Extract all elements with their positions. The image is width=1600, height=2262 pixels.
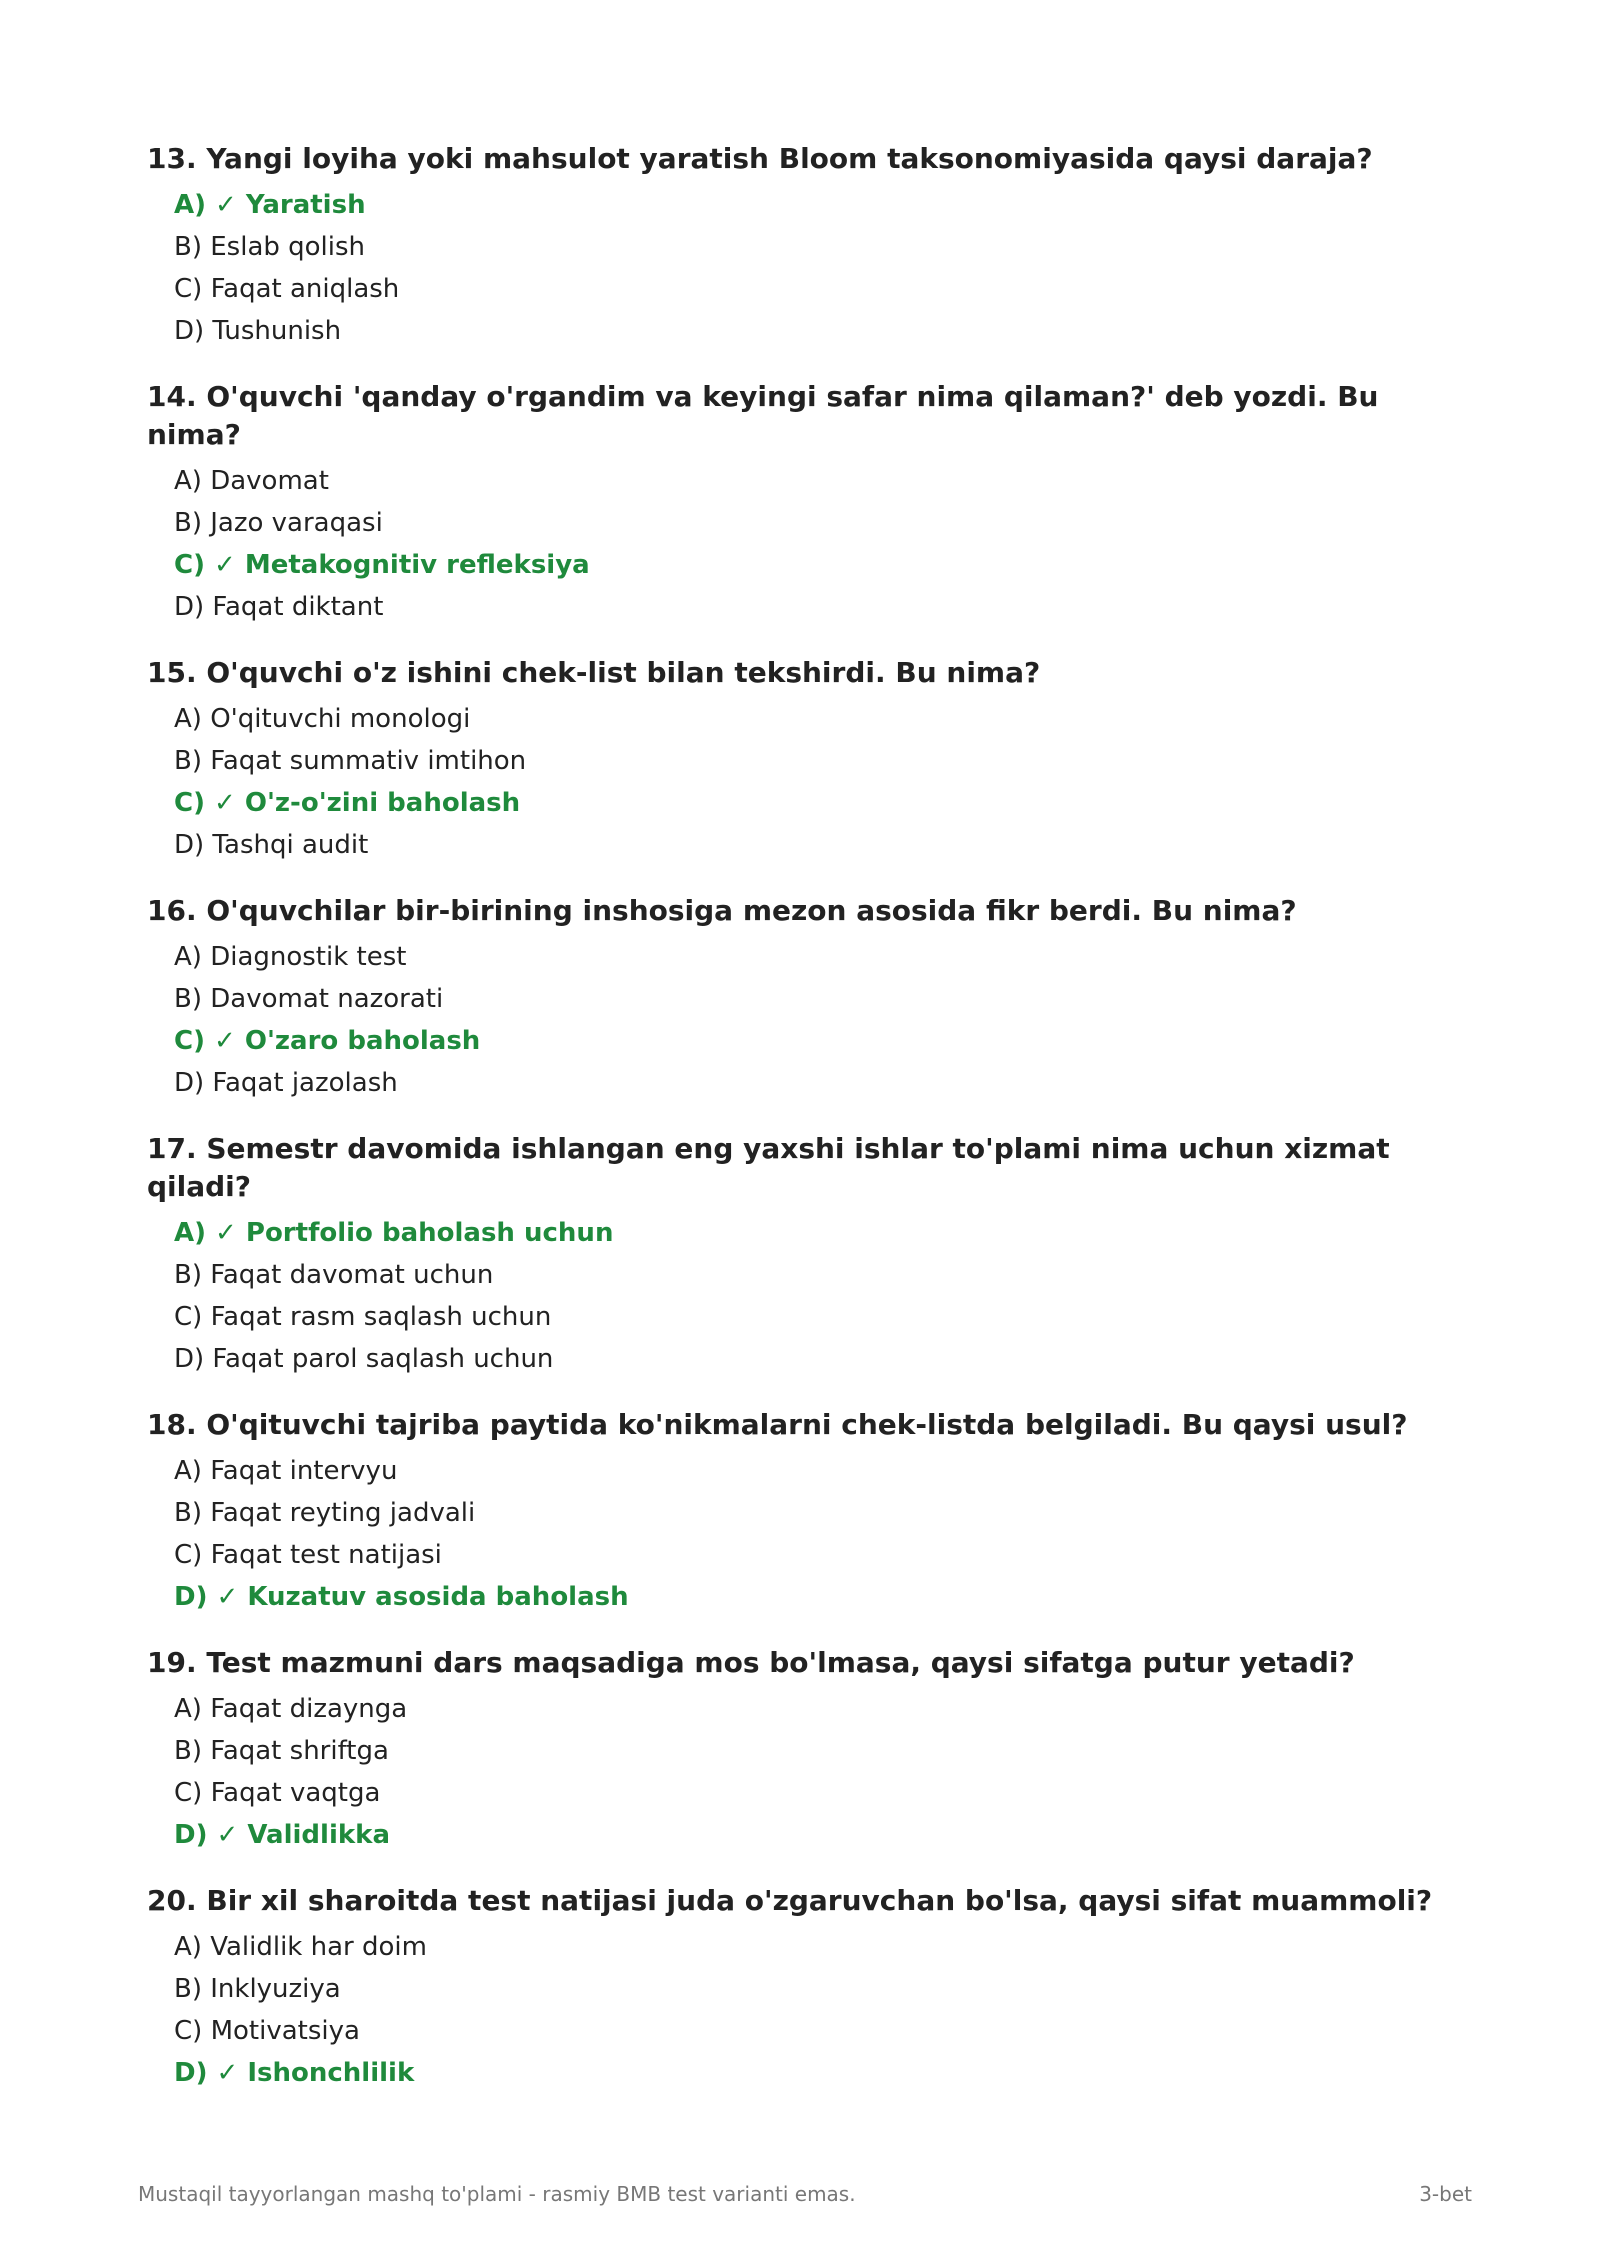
option-c: C) Faqat test natijasi (174, 1540, 442, 1570)
question-text: 19. Test mazmuni dars maqsadiga mos bo'lmasa, qaysi sifatga putur yetadi? (147, 1646, 1355, 1679)
option-b: B) Davomat nazorati (174, 984, 444, 1014)
question-13 (147, 140, 1477, 352)
option-a-correct: A) ✓ Portfolio baholash uchun (174, 1218, 614, 1248)
question-list (147, 140, 1477, 2120)
option-c-correct: C) ✓ Metakognitiv refleksiya (174, 550, 590, 580)
option-b: B) Faqat summativ imtihon (174, 746, 527, 776)
question-14 (147, 378, 1477, 628)
option-d-correct: D) ✓ Validlikka (174, 1820, 390, 1850)
option-d: D) Tushunish (174, 316, 342, 346)
option-b: B) Inklyuziya (174, 1974, 341, 2004)
option-c: C) Faqat vaqtga (174, 1778, 381, 1808)
option-b: B) Faqat davomat uchun (174, 1260, 494, 1290)
option-a: A) Faqat intervyu (174, 1456, 398, 1486)
option-a: A) O'qituvchi monologi (174, 704, 471, 734)
question-text: 18. O'qituvchi tajriba paytida ko'nikmalarni chek-listda belgiladi. Bu qaysi usul? (147, 1408, 1408, 1441)
option-a: A) Diagnostik test (174, 942, 407, 972)
question-text: 20. Bir xil sharoitda test natijasi juda o'zgaruvchan bo'lsa, qaysi sifat muammoli? (147, 1884, 1433, 1917)
option-c: C) Faqat aniqlash (174, 274, 400, 304)
option-c-correct: C) ✓ O'zaro baholash (174, 1026, 481, 1056)
question-text: 17. Semestr davomida ishlangan eng yaxshi ishlar to'plami nima uchun xizmat qiladi? (147, 1132, 1390, 1203)
option-c: C) Faqat rasm saqlash uchun (174, 1302, 552, 1332)
option-d: D) Faqat jazolash (174, 1068, 398, 1098)
option-d-correct: D) ✓ Kuzatuv asosida baholash (174, 1582, 629, 1612)
option-d-correct: D) ✓ Ishonchlilik (174, 2058, 415, 2088)
option-b: B) Eslab qolish (174, 232, 366, 262)
option-b: B) Jazo varaqasi (174, 508, 383, 538)
option-c-correct: C) ✓ O'z-o'zini baholash (174, 788, 521, 818)
question-16 (147, 892, 1477, 1104)
option-a-correct: A) ✓ Yaratish (174, 190, 366, 220)
option-b: B) Faqat reyting jadvali (174, 1498, 476, 1528)
question-17 (147, 1130, 1477, 1380)
option-d: D) Tashqi audit (174, 830, 369, 860)
question-15 (147, 654, 1477, 866)
question-text: 13. Yangi loyiha yoki mahsulot yaratish Bloom taksonomiyasida qaysi daraja? (147, 142, 1373, 175)
footer-note: Mustaqil tayyorlangan mashq to'plami - rasmiy BMB test varianti emas. (138, 2182, 856, 2206)
page-number: 3-bet (1419, 2182, 1472, 2206)
option-d: D) Faqat diktant (174, 592, 384, 622)
option-b: B) Faqat shriftga (174, 1736, 389, 1766)
option-a: A) Davomat (174, 466, 329, 496)
option-a: A) Faqat dizaynga (174, 1694, 408, 1724)
question-19 (147, 1644, 1477, 1856)
question-text: 15. O'quvchi o'z ishini chek-list bilan tekshirdi. Bu nima? (147, 656, 1041, 689)
question-text: 14. O'quvchi 'qanday o'rgandim va keyingi safar nima qilaman?' deb yozdi. Bu nima? (147, 380, 1379, 451)
option-a: A) Validlik har doim (174, 1932, 427, 1962)
question-text: 16. O'quvchilar bir-birining inshosiga mezon asosida fikr berdi. Bu nima? (147, 894, 1297, 927)
question-18 (147, 1406, 1477, 1618)
option-d: D) Faqat parol saqlash uchun (174, 1344, 554, 1374)
question-20 (147, 1882, 1477, 2094)
option-c: C) Motivatsiya (174, 2016, 360, 2046)
